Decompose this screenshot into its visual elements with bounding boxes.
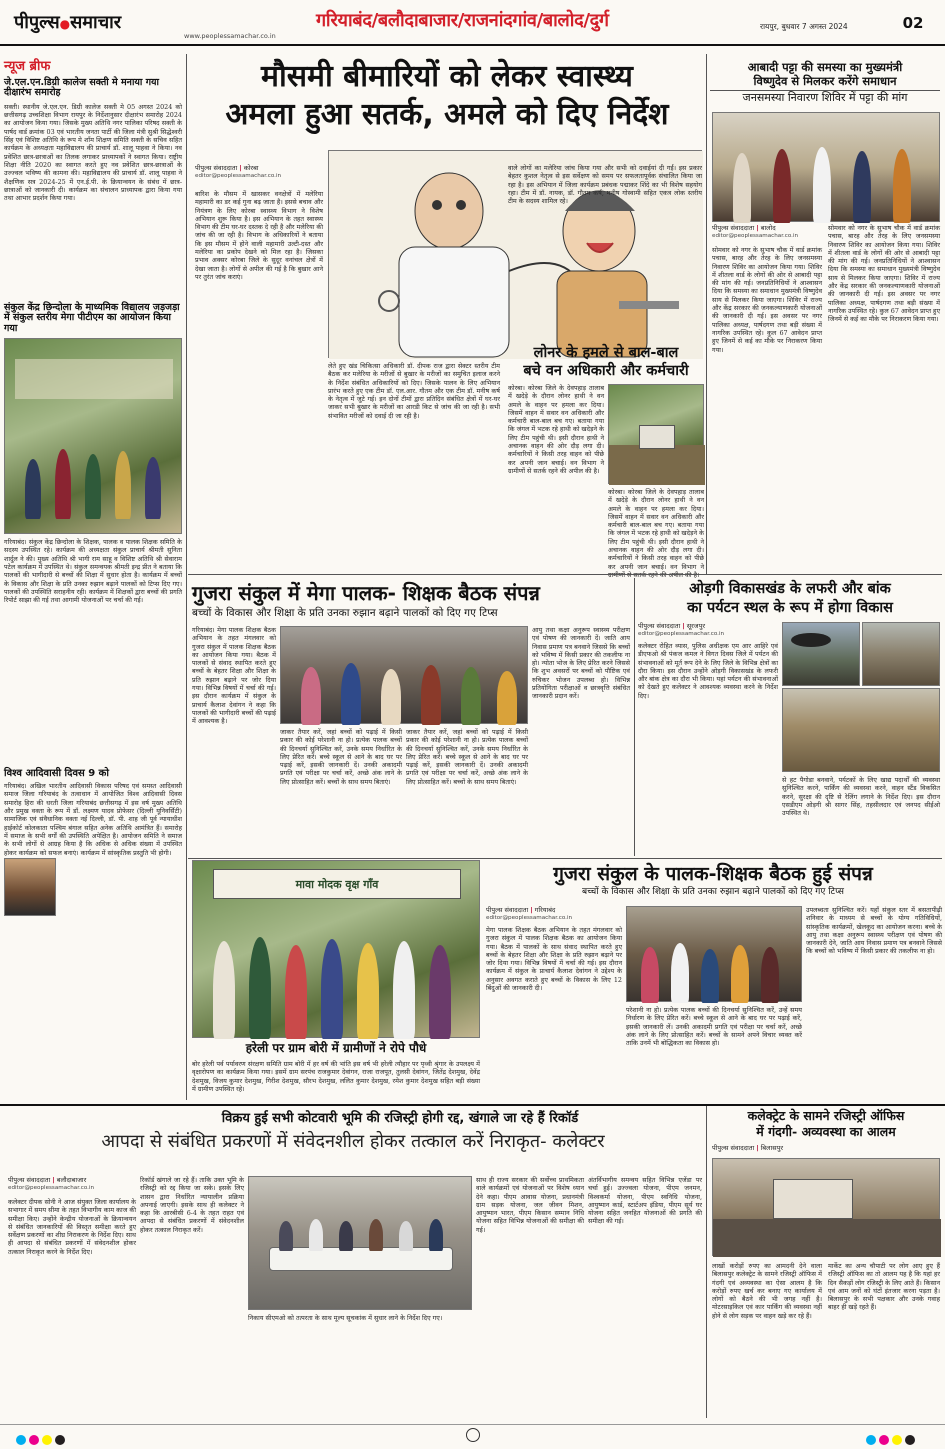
paper-logo: [14, 10, 121, 34]
right-top-body-2: सोमवार को नगर के सुभाष चौक में वार्ड क्रमांक पचास, बारह और तेरह के लिए जनसमस्या निवारण शिविर का आयोजन किया गया। शिविर में शीतला वार्ड के लोगों की ओर से आबादी पट्टा की मांग की गई। जनप्रतिनिधियों ने आश्वासन दिया कि समस्या का समाधान मुख्यमंत्री विष्णुदेव साय से मिलकर किया जाएगा। शिविर में राज्य और केंद्र सरकार की जनकल्याणकारी योजनाओं की जानकारी दी गई। इस अवसर पर नगर पालिका अध्यक्ष, पार्षदगण तथा बड़ी संख्या में नागरिक उपस्थित रहे। कुल 67 आवेदन प्राप्त हुए जिनमें से कई का मौके पर निराकरण किया गया।: [828, 224, 940, 324]
gujra-1-body-2: जाकर तैयार करें, जहां बच्चों को पढ़ाई में किसी प्रकार की कोई परेशानी ना हो। प्रत्येक पालक बच्चों की दिनचर्या सुनिश्चित करें, उनके समय निर्धारित के लिए प्रेरित करें। बच्चे स्कूल से आने के बाद घर पर पढ़ाई करें, इसकी जानकारी दें। उनकी अकादमी प्रगति एवं परीक्षा पर चर्चा करें, अच्छे अंक लाने के लिए प्रोत्साहित करें। बच्चों के साथ समय बिताएं।: [280, 728, 402, 786]
masthead: [0, 0, 945, 46]
gujra-2-body: मेगा पालक शिक्षक बैठक अभियान के तहत मंगलवार को गुजरा संकुल में पालक शिक्षक बैठक का आयोजन किया गया। बैठक में पालकों के साथ संवाद स्थापित करते हुए बच्चों के बेहतर शिक्षा और शिक्षा के प्रति रुझान बढ़ाने पर जोर दिया गया। विभिन्न विषयों में चर्चा की गई। इस दौरान कार्यक्रम में संकुल के प्राचार्य कैलाश देवांगन ने उद्देश्य के अनुसार अवगत कराते हुए बच्चों के विकास के लिए 12 बिंदुओं की जानकारी दी।: [486, 926, 622, 993]
news-brief-column: [4, 56, 182, 1096]
logo-dot-icon: ●: [59, 17, 71, 31]
lonar-photo: [608, 384, 704, 484]
registry-title-line-2: में गंदगी- अव्यवस्था का आलम: [756, 1124, 896, 1139]
black-dot: [55, 1435, 65, 1445]
registration-dots-right: [866, 1430, 918, 1449]
lonar-body: कोरबा। कोरबा जिले के देवपहाड़ तालाब में खदेड़े के दौरान लोनर हाथी ने वन अमले के वाहन पर हमला कर दिया। जिसमें वाहन में सवार वन अधिकारी और कर्मचारी बाल-बाल बच गए। बताया गया कि जंगल में भटक रहे हाथी को खदेड़ने के लिए टीम पहुंची थी। इसी दौरान हाथी ने अचानक वाहन की ओर दौड़ लगा दी। कर्मचारियों ने किसी तरह वाहन को पीछे कर अपनी जान बचाई। वन विभाग ने ग्रामीणों से सतर्क रहने की अपील की है।: [508, 384, 604, 475]
gujra-1-body-3: आयु तथा कक्षा अनुरूप स्वास्थ्य परीक्षण एवं पोषण की जानकारी दें। जाति आय निवास प्रमाण पत्र बनवाने जिससे कि बच्चों को भविष्य में किसी प्रकार की तकलीफ ना हो। न्योता भोज के लिए प्रेरित करने जिससे कि शुभ अवसरों पर बच्चों को पौष्टिक एवं रुचिकर भोजन उपलब्ध हो। विभिन्न प्रतियोगिता परीक्षाओं व छात्रवृत्ति संबंधित जानकारी प्रदान करें।: [532, 626, 630, 701]
odgi-headline: [638, 580, 942, 618]
gujra-2-photo: [626, 906, 802, 1002]
collector-body: कलेक्टर दीपक सोनी ने आज संयुक्त जिला कार्यालय के सभागार में समय सीमा के तहत विभागीय काम काज की समीक्षा किए। उन्होंने केन्द्रीय योजनाओं के क्रियान्वयन से संबंधित जानकारियों की विस्तृत समीक्षा करते हुए सर्वेक्षण प्रकरणों का शीघ्र निराकरण के निर्देश दिए। साथ ही आपदा से संबंधित प्रकरणों में संवेदनशील होकर तत्काल निराकृत करने के निर्देश दिए।: [8, 1198, 136, 1256]
paper-url[interactable]: www.peoplessamachar.co.in: [184, 32, 276, 40]
collector-headline: आपदा से संबंधित प्रकरणों में संवेदनशील होकर तत्काल करें निराकृत- कलेक्टर: [101, 1131, 605, 1152]
tree-planting-photo: [192, 860, 480, 1038]
speaker-portrait: [4, 858, 56, 916]
collector-meeting-photo: [248, 1176, 472, 1310]
logo-left: पीपुल्स: [14, 12, 60, 33]
yellow-dot: [892, 1435, 902, 1445]
odgi-byline: पीपुल्स संवाददाता | सूरजपुर editor@peoplessamachar.co.in: [638, 622, 725, 637]
black-dot: [905, 1435, 915, 1445]
main-title-line-2: अमला हुआ सतर्क, अमले को दिए निर्देश: [225, 97, 669, 132]
registry-headline: [710, 1108, 942, 1140]
gujra-2-body-2: परेशानी ना हो। प्रत्येक पालक बच्चों की दिनचर्या सुनिश्चित करें, उन्हें समय निर्धारण के लिए प्रेरित करें। बच्चे स्कूल से आने के बाद घर पर पढ़ाई करें, इसकी जानकारी लें। उनकी अकादमी प्रगति एवं परीक्षा पर चर्चा करें, अच्छे अंक लाने के लिए प्रोत्साहित करें। बच्चों के सामने अपने विचार व्यक्त करें ताकि उनमें भी बोद्धिकता का विकास हो।: [626, 1006, 802, 1048]
right-top-place: बालोद: [760, 224, 776, 232]
kotwari-strip-headline: विक्रय हुई सभी कोटवारी भूमि की रजिस्ट्री होगी रद्द, खंगाले जा रहे हैं रिकॉर्ड: [221, 1111, 579, 1126]
byline-place: कोरबा: [243, 164, 259, 172]
collector-body-3: साथ ही राज्य सरकार की सर्वोच्च प्राथमिकता वाले कार्यक्रमों एवं योजनाओं पर विशेष ध्यान देने कहा। पीएम आवास योजना, प्रधानमंत्री ग्राम सड़क योजना, जल जीवन मिशन, आयुष्मान भारत, पीएम किसान सम्मान निधि योजना सहित विभिन्न योजनाओं की समीक्षा की गई।: [476, 1176, 584, 1234]
odgi-photo-landscape: [782, 688, 940, 772]
collector-place: बलौदाबाजार: [56, 1176, 87, 1184]
collector-body-4: अंतर्विभागीय समन्वय सहित विभिन्न एजेंडा पर चर्चा हुई। उज्ज्वला योजना, पीएम जनमन, विश्वकर्मा योजना, पीएम स्वनिधि योजना, आयुष्मान कार्ड, स्टार्टअप इंडिया, पीएम सूर्य घर योजना सहित जनहित योजनाओं की प्रगति की समीक्षा की गई।: [588, 1176, 702, 1226]
print-registration-bar: [0, 1424, 945, 1445]
gujra-1-subtitle: बच्चों के विकास और शिक्षा के प्रति उनका रुझान बढ़ाने पालकों को दिए गए टिप्स: [192, 607, 498, 619]
right-top-photo: [712, 112, 940, 222]
gujra-1-photo-top: [280, 626, 528, 724]
right-title-line-2: विष्णुदेव से मिलकर करेंगे समाधान: [753, 74, 897, 88]
main-story-byline: पीपुल्स संवाददाता | कोरबा editor@peoplessamachar.co.in: [195, 164, 323, 179]
brief-story-3-title: विश्व आदिवासी दिवस 9 को: [4, 768, 109, 780]
collector-photo-caption: निकाय सीएमओ को तत्परता के साथ मूल्य सूचकांक में सुधार लाने के निर्देश दिए गए।: [248, 1314, 443, 1322]
registration-cross: [466, 1428, 480, 1442]
odgi-title-line-2: का पर्यटन स्थल के रूप में होगा विकास: [687, 600, 893, 616]
collector-body-2: रिकॉर्ड खंगाले जा रहे हैं। ताकि उक्त भूमि के रजिस्ट्री को रद्द किया जा सके। इसके लिए शासन द्वारा निर्धारित न्यायालीन प्रक्रिया अपनाई जाएगी। इसके साथ ही कलेक्टर ने कहा कि आरबीसी 6-4 के तहत राहत एवं आपदा से संबंधित प्रकरणों में संवेदनशील होकर तत्काल निराकृत करें।: [140, 1176, 244, 1234]
brief-story-1-title: जे.एल.एन.डिग्री कालेज सक्ती मे मनाया गया दीक्षारंभ समारोह: [4, 77, 160, 99]
cyan-dot: [866, 1435, 876, 1445]
right-title-line-1: आबादी पट्टा की समस्या का मुख्यमंत्री: [747, 60, 903, 74]
gujra-1-title: गुजरा संकुल में मेगा पालक- शिक्षक बैठक संपन्न: [192, 581, 540, 605]
column-divider: [186, 54, 187, 1100]
odgi-place: सूरजपुर: [686, 622, 705, 630]
section-title: गरियाबंद/बलौदाबाजार/राजनांदगांव/बालोद/दुर्ग: [316, 10, 609, 31]
brief-story-1-body: सक्ती। स्थानीय जे.एल.एन. डिग्री कालेज सक्ती मे 05 अगस्त 2024 को छत्तीसगढ़ उच्चशिक्षा विभाग रायपुर के निर्देशानुसार दीक्षारंभ समारोह 2024 का आयोजन किया गया। जिसके मुख्य अतिथि नगर पालिका परिषद सक्ती के पार्षद वार्ड क्रमांक 03 एवं भारतीय जनता पार्टी की जिला मंत्री सुश्री सिद्धेश्वरी सिंह एवं विशिष्ट अतिथि के रूप मे शाँम शिक्षण समिति सक्ती के सचिव सहित कार्यक्रम के अध्यक्षता महाविद्यालय की प्राचार्य डॉ. शालू पाहवा ने किया। नव प्रवेशित छात्र-छात्राओं का तिलक लगाकर प्राध्यापकों ने स्वागत किया। राष्ट्रीय शिक्षा नीति 2020 का स्वागत करते हुए नव प्रवेशित छात्र-छात्राओं के उज्ज्वल भविष्य की कामना की। महाविद्यालय की प्राचार्य डॉ. शालू पाहवा ने शैक्षणिक सत्र 2024-25 में एन.ई.पी. के क्रियान्वयन के संबंध में छात्र-छात्राओं को जानकारी दी। कार्यक्रम का संचालन प्राध्यापक द्वारा किया गया तथा आभार प्रदर्शन किया गया।: [4, 102, 182, 203]
gujra-2-body-3: उपलब्धता सुनिश्चित करें। यहाँ संकुल स्तर में बसतापीढ़ी शनिवार के माध्यम से बच्चों के योग्य गतिविधियों, सांस्कृतिक कार्यक्रमों, खेलकूद का आयोजन करना। बच्चे के आयु तथा कक्षा अनुरूप स्वास्थ्य परीक्षण एवं पोषण की जानकारी देने, जाति आय निवास प्रमाण पत्र बनवाने जिससे कि बच्चों को भविष्य में किसी प्रकार की तकलीफ ना हो।: [806, 906, 942, 956]
lonar-body-continued: कोरबा। कोरबा जिले के देवपहाड़ तालाब में खदेड़े के दौरान लोनर हाथी ने वन अमले के वाहन पर हमला कर दिया। जिसमें वाहन में सवार वन अधिकारी और कर्मचारी बाल-बाल बच गए। बताया गया कि जंगल में भटक रहे हाथी को खदेड़ने के लिए टीम पहुंची थी। इसी दौरान हाथी ने अचानक वाहन की ओर दौड़ लगा दी। कर्मचारियों ने किसी तरह वाहन को पीछे कर अपनी जान बचाई। वन विभाग ने: [608, 488, 704, 571]
page-number: 02: [902, 14, 924, 32]
right-top-byline: पीपुल्स संवाददाता | बालोद editor@peoplessamachar.co.in: [712, 224, 799, 239]
main-story-body-c: वाले लोगों का मलेरिया जांच किया गया और सभी को दवाईयां दी गईं। इस प्रकार बेहतर कुशल नेतृत्व से इस सर्वेक्षण को समय पर सफलतापूर्वक संचालित किया जा रहा है। इस अभियान में जिला कार्यक्रम प्रबंधक पद्माकर शिंदे का भी विशेष सहयोग रहा। टीम में डॉ. नायक, डॉ. गौतम कर्ष, मनीष गोस्वामी सहित एकत्र लोक स्तरीय टीम के सदस्य शामिल रहे।: [508, 164, 702, 206]
odgi-title-line-1: ओड़गी विकासखंड के लफरी और बांक: [689, 581, 891, 597]
gujra-2-title: गुजरा संकुल के पालक-शिक्षक बैठक हुई संपन्न: [553, 863, 873, 885]
main-title-line-1: मौसमी बीमारियों को लेकर स्वास्थ्य: [261, 59, 633, 94]
byline-label: पीपुल्स संवाददाता: [195, 164, 238, 172]
odgi-photo-people: [782, 622, 860, 686]
odgi-body-2: से हट पैगोडा बनवाने, पर्यटकों के लिए खाद्य पदार्थों की व्यवस्था सुनिश्चित करने, पार्किंग की व्यवस्था करने, वाहन स्टैंड विकसित करने, सुरक्षा की दृष्टि से रेलिंग लगाने के निर्देश दिए। इस दौरान एसडीएम ओड़गी श्री सागर सिंह, तहसीलदार एवं जनपद सीईओ उपस्थित थे।: [782, 776, 940, 818]
brief-story-2-photo: [4, 338, 182, 534]
logo-right: समाचार: [70, 12, 122, 33]
gujra-2-subtitle: बच्चों के विकास और शिक्षा के प्रति उनका रुझान बढ़ाने पालकों को दिए गए टिप्स: [582, 887, 844, 897]
tree-banner: मावा मोदक वृक्ष गाँव: [213, 869, 461, 899]
odgi-body: कलेक्टर रोहित व्यास, पुलिस अधीक्षक एम आर आहिरे एवं डीएफओ श्री पंकज कमल ने विगत दिवस जिले में पर्यटन की संभावनाओं को मूर्त रूप देने के लिए जिले के विभिन्न क्षेत्रों का दौरा किया। इस दौरान उन्होंने ओड़गी विकासखंड के लफरी और बांक क्षेत्र का दौरा भी किया। यहां पर्यटन की संभावनाओं को देखते हुए कलेक्टर ने आवश्यक व्यवस्था करने के निर्देश दिए।: [638, 642, 778, 700]
gujra-2-byline: पीपुल्स संवाददाता | गरियाबंद editor@peoplessamachar.co.in: [486, 906, 573, 921]
main-story-body-a: बारिश के मौसम में खासकर वनक्षेत्रों में मलेरिया महामारी का डर कई गुना बढ़ जाता है। इससे बचाव और नियंत्रण के लिए कोरबा स्वास्थ्य विभाग ने विशेष अभियान शुरू किया है। इस अभियान के तहत स्वास्थ्य विभाग की टीम घर-घर दस्तक दे रही है और मलेरिया की जांच की जा रही है। विभाग के अधिकारियों ने बताया कि इस मौसम में होने वाली महामारी उल्टी-दस्त और मलेरिया का प्रकोप देखने को मिल रहा है। जिसका प्रभाव अक्सर कोरबा जिले के सुदूर वनांचल क्षेत्रों में देखा जाता है। लोगों से अपील की गई है कि बुखार आने पर तुरंत जांच कराएं।: [195, 190, 323, 281]
brief-story-2-body: गरियाबंद। संकुल केंद्र छिन्दोला के शिक्षक, पालक व पालक शिक्षक समिति के सदस्य उपस्थित रहे। कार्यक्रम की अध्यक्षता संकुल प्राचार्य श्रीमती सुनिता शार्दुल ने की। मुख्य अतिथि श्री भागी राम साहू व विशिष्ट अतिथि श्री सेवाराम पटेल कार्यक्रम में उपस्थित थे। संकुल समन्वयक श्रीमती इन्द्र प्रीत ने बताया कि पालकों की भागीदारी से बच्चों की शिक्षा में सुधार होता है। कार्यक्रम में बच्चों के विकास और शिक्षा के प्रति उनका रुझान बढ़ाने पालकों को टिप्स दिए गए। पालकों की उपस्थिति सराहनीय रही। कार्यक्रम में शिक्षकों द्वारा बच्चों की प्रगति रिपोर्ट साझा की गई तथा आगामी योजनाओं पर चर्चा की गई।: [4, 538, 182, 605]
lonar-title-line-1: लोनर के हमले से बाल-बाल: [533, 345, 679, 361]
brief-story-2-title: संकुल केंद्र छिन्दोला के माध्यमिक विद्यालय जड़जड़ा में संकुल स्तरीय मेगा पीटीएम का आयोजन किया गया: [4, 301, 180, 334]
odgi-photo-river: [862, 622, 940, 686]
dateline: रायपुर, बुधवार 7 अगस्त 2024: [760, 22, 848, 31]
cyan-dot: [16, 1435, 26, 1445]
tree-title: हरेली पर ग्राम बोरी में ग्रामीणों ने रोपे पौधे: [245, 1041, 427, 1055]
yellow-dot: [42, 1435, 52, 1445]
right-subtitle: जनसमस्या निवारण शिविर में पट्टा की मांग: [710, 90, 940, 105]
lonar-headline: [508, 344, 704, 380]
magenta-dot: [879, 1435, 889, 1445]
registry-title-line-1: कलेक्ट्रेट के सामने रजिस्ट्री ऑफिस: [747, 1108, 905, 1123]
tree-body: बोर हरेली पर्व पर्यावरण संरक्षण समिति ग्राम बोरी में हर वर्ष की भांति इस वर्ष भी हरेली त्यौहार पर पृथ्वी श्रृंगार के उपलक्ष्य में वृक्षारोपण का कार्यक्रम किया गया। इसमें ग्राम सरपंच राजकुमार देवांगन, राजा राजपूत, तुलसी देवांगन, जितेंद्र देशमुख, देवेंद्र देशमुख, विजय कुमार देशमुख, गिरीश देशमुख, सौरभ देशमुख, ललित कुमार देशमुख, रमेश कुमार देशमुख सहित बड़ी संख्या में ग्रामीण उपस्थित रहे।: [192, 1060, 480, 1093]
gujra-1-body: गरियाबंद। मेगा पालक शिक्षक बैठक अभियान के तहत मंगलवार को गुजरा संकुल में पालक शिक्षक बैठक का आयोजन किया गया। बैठक में पालकों से संवाद स्थापित करते हुए बच्चों के बेहतर शिक्षा और शिक्षा के प्रति रुझान बढ़ाने पर जोर दिया गया। विभिन्न विषयों में चर्चा की गई। इस दौरान कार्यक्रम में संकुल के प्राचार्य कैलाश देवांगन ने कहा कि पालकों की भागीदारी बच्चों की पढ़ाई में आवश्यक है।: [192, 626, 276, 726]
registry-body: लाखों करोड़ों रुपए का आमदनी देने वाला बिलासपुर कलेक्ट्रेट के सामने रजिस्ट्री ऑफिस में गंदगी एवं अव्यवस्था का ऐसा आलम है कि करोड़ों रुपए खर्च कर बनाए गए कार्यालय में लोगों को बैठने की भी जगह नहीं है। मोटरसाइकिल एवं कार पार्किंग की व्यवस्था नहीं होने से लोग सड़क पर वाहन खड़े कर रहे हैं।: [712, 1262, 822, 1320]
main-story-body-b: लेते हुए खंड चिकित्सा अधिकारी डॉ. दीपक राज द्वारा सेक्टर स्तरीय टीम बैठक कर मलेरिया के मरीजों से बुखार के मरीजों का समुचित इलाज करने के निर्देश संबंधित अधिकारियों को दिए। जिसके पालन के लिए अभियान प्रारंभ करते हुए एक टीम डॉ. एल.आर. गौतम और एक टीम डॉ. मनीष कर्ष के नेतृत्व में जुटे गई। इन दोनों टीमों द्वारा प्रतिदिन संबंधित क्षेत्रों में घर-घर जाकर सभी बुखार के मरीजों का आरडी किट से जांच की जा रही है। सभी संभावित मरीजों को दवाई दी जा रही है।: [328, 362, 500, 420]
main-story-headline: [192, 58, 702, 134]
brief-tag: न्यूज ब्रीफ: [4, 59, 51, 74]
registry-body-2: मार्केट का अन्य चौपाटी पर लोग आए हुए हैं रजिस्ट्री ऑफिस का तो आलम यह है कि यहां हर दिन सैकड़ों लोग रजिस्ट्री के लिए आते हैं। किसान एवं आम जनों को घंटों इंतजार करना पड़ता है। बिलासपुर के सभी पक्षकार और उनके गवाह बाहर ही खड़े रहते हैं।: [828, 1262, 940, 1312]
gujra-2-place: गरियाबंद: [534, 906, 556, 914]
magenta-dot: [29, 1435, 39, 1445]
registry-place: बिलासपुर: [760, 1144, 783, 1152]
collector-byline: पीपुल्स संवाददाता | बलौदाबाजार editor@peoplessamachar.co.in: [8, 1176, 95, 1191]
gujra-1-body-2b: जाकर तैयार करें, जहां बच्चों को पढ़ाई में किसी प्रकार की कोई परेशानी ना हो। प्रत्येक पालक बच्चों की दिनचर्या सुनिश्चित करें, उनके समय निर्धारित के लिए प्रेरित करें। बच्चे स्कूल से आने के बाद घर पर पढ़ाई करें, इसकी जानकारी दें। उनकी अकादमी प्रगति एवं परीक्षा पर चर्चा करें, अच्छे अंक लाने के लिए प्रोत्साहित करें। बच्चों के साथ समय बिताएं।: [406, 728, 528, 786]
byline-email[interactable]: editor@peoplessamachar.co.in: [195, 173, 282, 179]
right-top-headline: [710, 60, 940, 105]
registry-byline: पीपुल्स संवाददाता | बिलासपुर: [712, 1144, 783, 1152]
right-top-body-1: सोमवार को नगर के सुभाष चौक में वार्ड क्रमांक पचास, बारह और तेरह के लिए जनसमस्या निवारण शिविर का आयोजन किया गया। शिविर में शीतला वार्ड के लोगों की ओर से आबादी पट्टा की मांग की गई। जनप्रतिनिधियों ने आश्वासन दिया कि समस्या का समाधान मुख्यमंत्री विष्णुदेव साय से मिलकर किया जाएगा। शिविर में राज्य और केंद्र सरकार की जनकल्याणकारी योजनाओं की जानकारी दी गई। इस अवसर पर नगर पालिका अध्यक्ष, पार्षदगण तथा बड़ी संख्या में नागरिक उपस्थित रहे। कुल 67 आवेदन प्राप्त हुए जिनमें से कई का मौके पर निराकरण किया गया।: [712, 246, 822, 354]
registry-photo: [712, 1158, 940, 1256]
lonar-title-line-2: बचे वन अधिकारी और कर्मचारी: [523, 363, 689, 379]
registration-dots-left: [16, 1430, 68, 1449]
brief-story-3-body: गरियाबंद। अखिल भारतीय आदिवासी विकास परिषद एवं समस्त आदिवासी समाज जिला गरियाबंद के तत्वाधान में आयोजित विश्व आदिवासी दिवस समारोह हिरा की धरती जिला गरियाबंद छत्तीसगढ़ में इस वर्ष मुख्य अतिथि और प्रमुख वक्ता के रूप में डॉ. लक्ष्मण यादव प्रोफेसर (दिल्ली यूनिवर्सिटी) सामाजिक एवं संवैधानिक वक्ता नई दिल्ली, डॉ. पी. शाह जी पूर्व न्यायाधीश हाईकोर्ट कोलकाता पश्चिम बंगाल सहित अनेक अतिथि आमंत्रित हैं। समारोह में समाज के सभी वर्गों की उपस्थिति अपेक्षित है। आयोजन समिति ने समाज के सभी लोगों से आग्रह किया है कि अधिक से अधिक संख्या में उपस्थित होकर कार्यक्रम को सफल बनाएं। कार्यक्रम में सांस्कृतिक प्रस्तुति भी होगी।: [4, 782, 182, 857]
